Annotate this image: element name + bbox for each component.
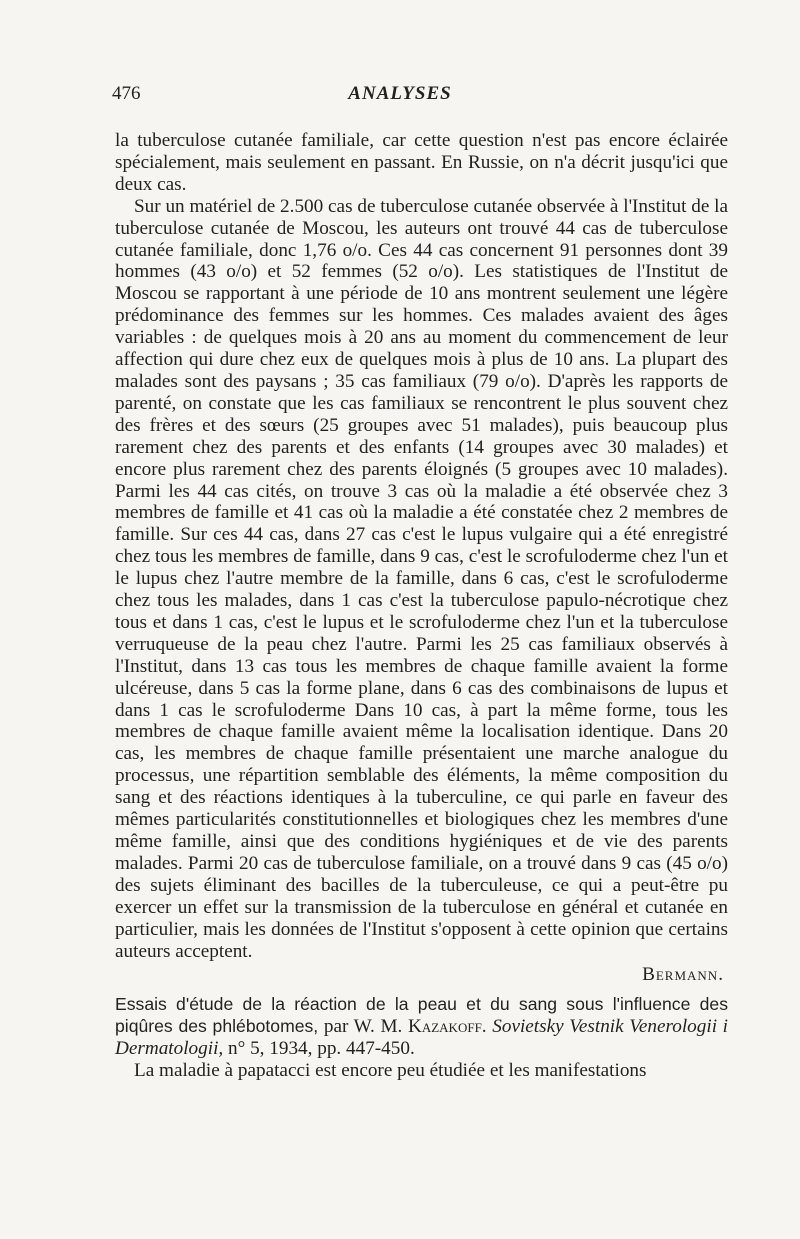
running-head: ANALYSES [348, 83, 452, 104]
article-citation: n° 5, 1934, pp. 447-450. [223, 1038, 415, 1060]
author-signature: Bermann. [642, 964, 724, 986]
article-title: Essais d'étude de la réaction de la peau et du sang sous l'influence des piqûres des phlébotomes, [115, 994, 728, 1037]
article-by: par W. M. [318, 1016, 408, 1038]
paragraph-statistics: Sur un matériel de 2.500 cas de tuberculose cutanée observée à l'Institut de la tuberculose cutanée de Moscou, les auteurs ont trouvé 44 cas de tuberculose cutanée familiale, donc 1,76 o/o. Ces 44 cas concernent 91 personnes dont 39 hommes (43 o/o) et 52 femmes (52 o/o). Les statistiques de l'Institut de Moscou se rapportant à une période de 10 ans montrent seulement une légère prédominance des femmes sur les hommes. Ces malades avaient des âges variables : de quelques mois à 20 ans au moment du commencement de leur affection qui dure chez eux de quelques mois à plus de 10 ans. La plupart des malades sont des paysans ; 35 cas familiaux (79 o/o). D'après les rapports de parenté, on constate que les cas familiaux se rencontrent le plus souvent chez des frères et des sœurs (25 groupes avec 51 malades), puis beaucoup plus rarement chez des parents et des enfants (14 groupes avec 30 malades) et encore plus rarement chez des parents éloignés (5 groupes avec 10 malades). Parmi les 44 cas cités, on trouve 3 cas où la maladie a été observée chez 3 membres de famille et 41 cas où la maladie a été constatée chez 2 membres de famille. Sur ces 44 cas, dans 27 cas c'est le lupus vulgaire qui a été enregistré chez tous les membres de famille, dans 9 cas, c'est le scrofuloderme chez l'un et le lupus chez l'autre membre de la famille, dans 6 cas, c'est le scrofuloderme chez tous les malades, dans 1 cas c'est la tuberculose papulo-nécrotique chez tous et dans 1 cas, c'est le lupus et le scrofuloderme chez l'un et la tuberculose verruqueuse de la peau chez l'autre. Parmi les 25 cas familiaux observés à l'Institut, dans 13 cas tous les membres de chaque famille avaient la forme ulcéreuse, dans 5 cas la forme plane, dans 6 cas des combinaisons de lupus et dans 1 cas le scrofuloderme Dans 10 cas, à part la même forme, tous les membres de chaque famille avaient même la localisation identique. Dans 20 cas, les membres de chaque famille présentaient une marche analogue du processus, une répartition semblable des éléments, la même composition du sang et des réactions identiques à la tuberculine, ce qui parle en faveur des mêmes particularités constitutionnelles et biologiques chez les membres d'une même famille, ainsi que des conditions hygiéniques et de vie des parents malades. Parmi 20 cas de tuberculose familiale, on a trouvé dans 9 cas (45 o/o) des sujets éliminant des bacilles de la tuberculeuse, ce qui a peut-être pu exercer un effet sur la transmission de la tuberculose en général et cutanée en particulier, mais les données de l'Institut s'opposent à cette opinion que certains auteurs acceptent. [115, 195, 728, 962]
paragraph-continued: la tuberculose cutanée familiale, car cette question n'est pas encore éclairée spécialement, mais seulement en passant. En Russie, on n'a décrit jusqu'ici que deux cas. [115, 130, 728, 195]
page-number: 476 [112, 83, 141, 104]
paragraph-new-article: La maladie à papatacci est encore peu étudiée et les manifestations [134, 1060, 647, 1082]
body-text [115, 130, 728, 1082]
article-author: Kazakoff. [407, 1016, 487, 1038]
article-journal: Sovietsky Vestnik Venerologii i Dermatologii, [115, 1016, 729, 1060]
article-heading [115, 994, 728, 1060]
